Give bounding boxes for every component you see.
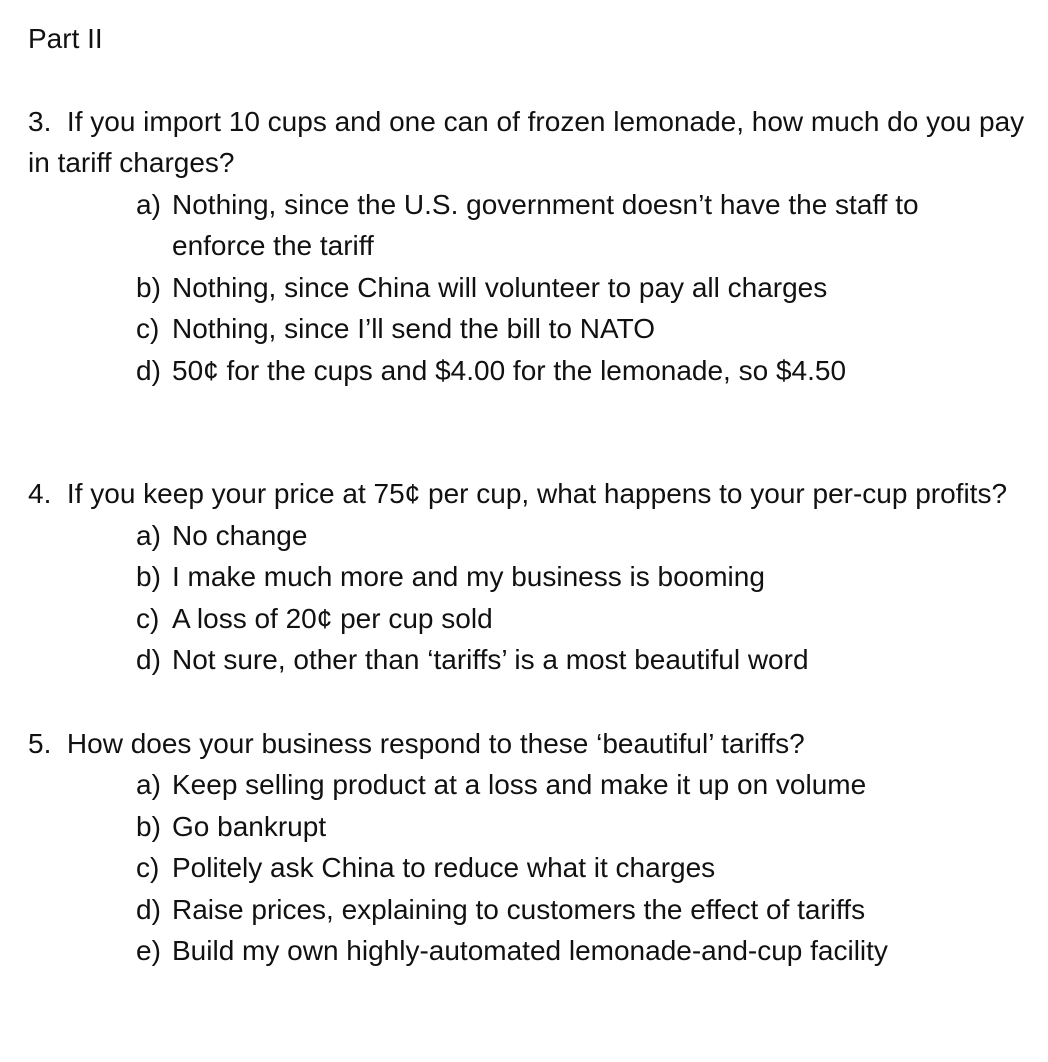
option-text: Politely ask China to reduce what it charges: [172, 852, 716, 883]
option-text: Nothing, since China will volunteer to pay all charges: [172, 271, 828, 303]
option-letter: b): [136, 561, 161, 592]
answer-options: [28, 764, 1028, 972]
option-text: Nothing, since I’ll send the bill to NATO: [172, 313, 655, 344]
option-letter: b): [136, 271, 161, 303]
answer-option: [136, 806, 1028, 848]
option-letter: e): [136, 935, 161, 966]
option-letter: a): [136, 188, 161, 220]
answer-option: [136, 515, 1028, 557]
option-letter: a): [136, 519, 161, 551]
answer-option: [136, 889, 1028, 931]
question-text: If you keep your price at 75¢ per cup, what happens to your per-cup profits?: [66, 478, 1008, 509]
question-stem: [28, 473, 1028, 515]
question-number: 5.: [28, 727, 52, 759]
answer-option: [136, 930, 1028, 972]
option-text: Build my own highly-automated lemonade-and-cup facility: [172, 935, 888, 966]
option-text: No change: [172, 519, 308, 551]
option-letter: c): [136, 313, 160, 344]
option-letter: a): [136, 769, 161, 800]
option-text: Not sure, other than ‘tariffs’ is a most beautiful word: [172, 644, 809, 675]
option-letter: b): [136, 810, 161, 842]
answer-option: [136, 847, 1028, 889]
option-text: I make much more and my business is booming: [172, 561, 765, 592]
question-number: 3.: [28, 105, 52, 137]
answer-options: [28, 515, 1028, 681]
option-letter: d): [136, 354, 161, 386]
part-title: Part II: [28, 23, 103, 54]
option-letter: c): [136, 852, 160, 883]
question-number: 4.: [28, 478, 52, 509]
option-text: Keep selling product at a loss and make it up on volume: [172, 769, 867, 800]
answer-option: [136, 184, 1028, 267]
option-letter: c): [136, 602, 160, 634]
option-text: A loss of 20¢ per cup sold: [172, 602, 493, 634]
answer-option: [136, 639, 1028, 681]
question-3: [28, 101, 1028, 392]
answer-option: [136, 267, 1028, 309]
question-text: How does your business respond to these ‘beautiful’ tariffs?: [66, 727, 805, 759]
question-text: If you import 10 cups and one can of frozen lemonade, how much do you pay in tariff charges?: [28, 105, 1025, 178]
question-stem: [28, 723, 1028, 765]
question-5: [28, 723, 1028, 972]
answer-options: [28, 184, 1028, 392]
option-letter: d): [136, 644, 161, 675]
answer-option: [136, 350, 1028, 392]
document-page: [28, 18, 1028, 972]
option-text: Go bankrupt: [172, 810, 327, 842]
answer-option: [136, 764, 1028, 806]
answer-option: [136, 308, 1028, 350]
question-stem: [28, 101, 1028, 184]
question-4: [28, 473, 1028, 681]
answer-option: [136, 556, 1028, 598]
answer-option: [136, 598, 1028, 640]
option-letter: d): [136, 893, 161, 925]
option-text: Raise prices, explaining to customers the effect of tariffs: [172, 893, 866, 925]
option-text: 50¢ for the cups and $4.00 for the lemonade, so $4.50: [172, 354, 847, 386]
option-text: Nothing, since the U.S. government doesn’t have the staff to enforce the tariff: [172, 188, 919, 261]
